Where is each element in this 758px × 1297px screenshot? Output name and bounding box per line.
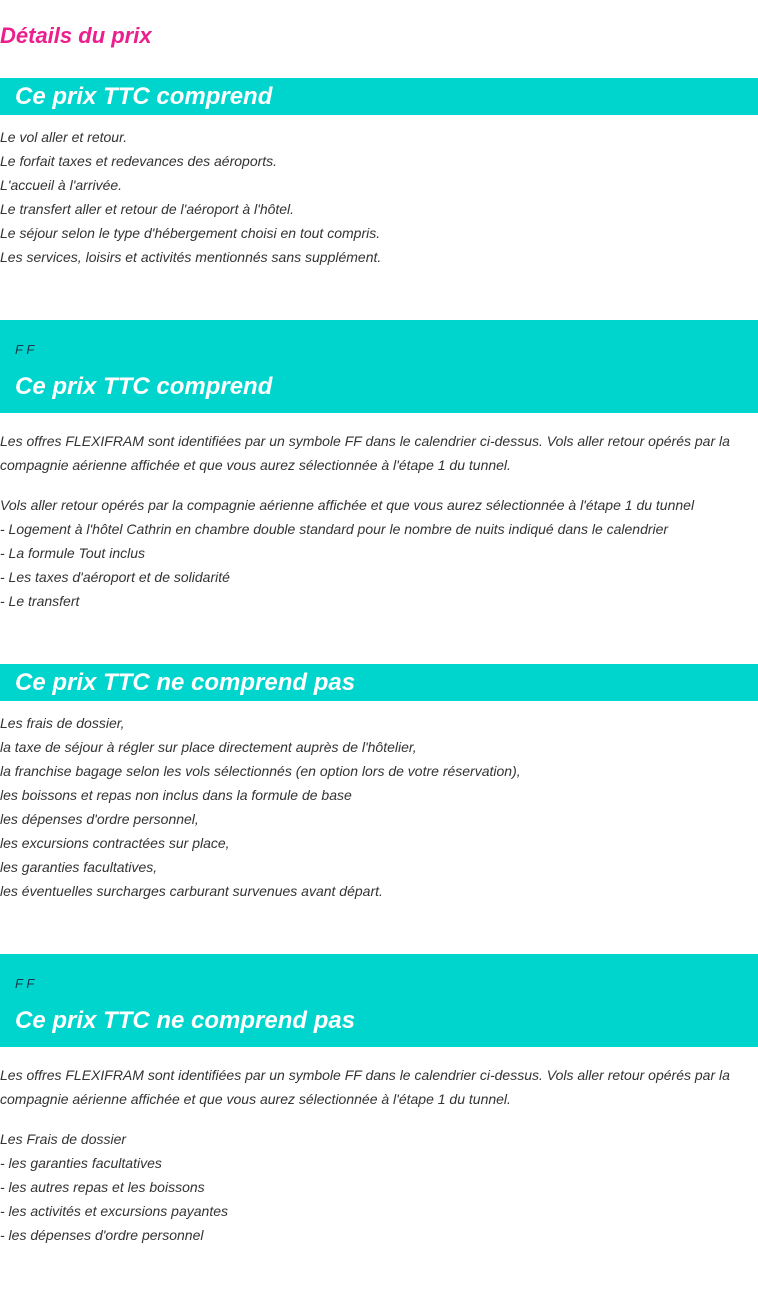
ff-symbol: F F bbox=[15, 342, 35, 357]
flexifram-intro: Les offres FLEXIFRAM sont identifiées par un symbole FF dans le calendrier ci-dessus. Vols aller retour opérés par la compagnie aérienne affichée et que vous aurez sélectionnée à l'étape 1 du tunnel. bbox=[0, 1067, 730, 1107]
list-item: Le séjour selon le type d'hébergement choisi en tout compris. bbox=[0, 225, 381, 241]
list-item: - les activités et excursions payantes bbox=[0, 1203, 228, 1219]
list-item: les garanties facultatives, bbox=[0, 859, 158, 875]
ff-symbol: F F bbox=[15, 976, 35, 991]
list-item: Le forfait taxes et redevances des aéroports. bbox=[0, 153, 278, 169]
list-item: les éventuelles surcharges carburant survenues avant départ. bbox=[0, 883, 383, 899]
included-list bbox=[0, 125, 758, 269]
list-item: les excursions contractées sur place, bbox=[0, 835, 230, 851]
flexifram-intro: Les offres FLEXIFRAM sont identifiées par un symbole FF dans le calendrier ci-dessus. Vols aller retour opérés par la compagnie aérienne affichée et que vous aurez sélectionnée à l'étape 1 du tunnel. bbox=[0, 433, 730, 473]
flexifram-not-included-list bbox=[0, 1127, 758, 1247]
list-item: - Logement à l'hôtel Cathrin en chambre double standard pour le nombre de nuits indiqué dans le calendrier bbox=[0, 521, 669, 537]
list-item: Le vol aller et retour. bbox=[0, 129, 128, 145]
list-item: Les Frais de dossier bbox=[0, 1131, 127, 1147]
list-item: - Le transfert bbox=[0, 593, 80, 609]
list-item: Le transfert aller et retour de l'aéroport à l'hôtel. bbox=[0, 201, 295, 217]
list-item: - La formule Tout inclus bbox=[0, 545, 145, 561]
list-item: - Les taxes d'aéroport et de solidarité bbox=[0, 569, 230, 585]
list-item: Les frais de dossier, bbox=[0, 715, 125, 731]
list-item: L'accueil à l'arrivée. bbox=[0, 177, 123, 193]
page-title: Détails du prix bbox=[0, 23, 152, 48]
not-included-list bbox=[0, 711, 758, 903]
section-header-flexifram-included bbox=[0, 320, 758, 413]
list-item: la franchise bagage selon les vols sélectionnés (en option lors de votre réservation), bbox=[0, 763, 521, 779]
section-header-flexifram-not-included bbox=[0, 954, 758, 1047]
list-item: - les dépenses d'ordre personnel bbox=[0, 1227, 204, 1243]
list-item: les dépenses d'ordre personnel, bbox=[0, 811, 199, 827]
section-header-included bbox=[0, 78, 758, 115]
list-item: la taxe de séjour à régler sur place directement auprès de l'hôtelier, bbox=[0, 739, 417, 755]
list-item: - les garanties facultatives bbox=[0, 1155, 162, 1171]
section-title: Ce prix TTC ne comprend pas bbox=[15, 1007, 356, 1034]
section-title: Ce prix TTC comprend bbox=[15, 83, 273, 110]
list-item: les boissons et repas non inclus dans la formule de base bbox=[0, 787, 352, 803]
list-item: - les autres repas et les boissons bbox=[0, 1179, 205, 1195]
section-title: Ce prix TTC ne comprend pas bbox=[15, 669, 356, 696]
flexifram-included-list bbox=[0, 493, 758, 613]
list-item: Les services, loisirs et activités mentionnés sans supplément. bbox=[0, 249, 382, 265]
list-item: Vols aller retour opérés par la compagnie aérienne affichée et que vous aurez sélectionnée à l'étape 1 du tunnel bbox=[0, 497, 695, 513]
section-header-not-included bbox=[0, 664, 758, 701]
section-title: Ce prix TTC comprend bbox=[15, 373, 273, 400]
